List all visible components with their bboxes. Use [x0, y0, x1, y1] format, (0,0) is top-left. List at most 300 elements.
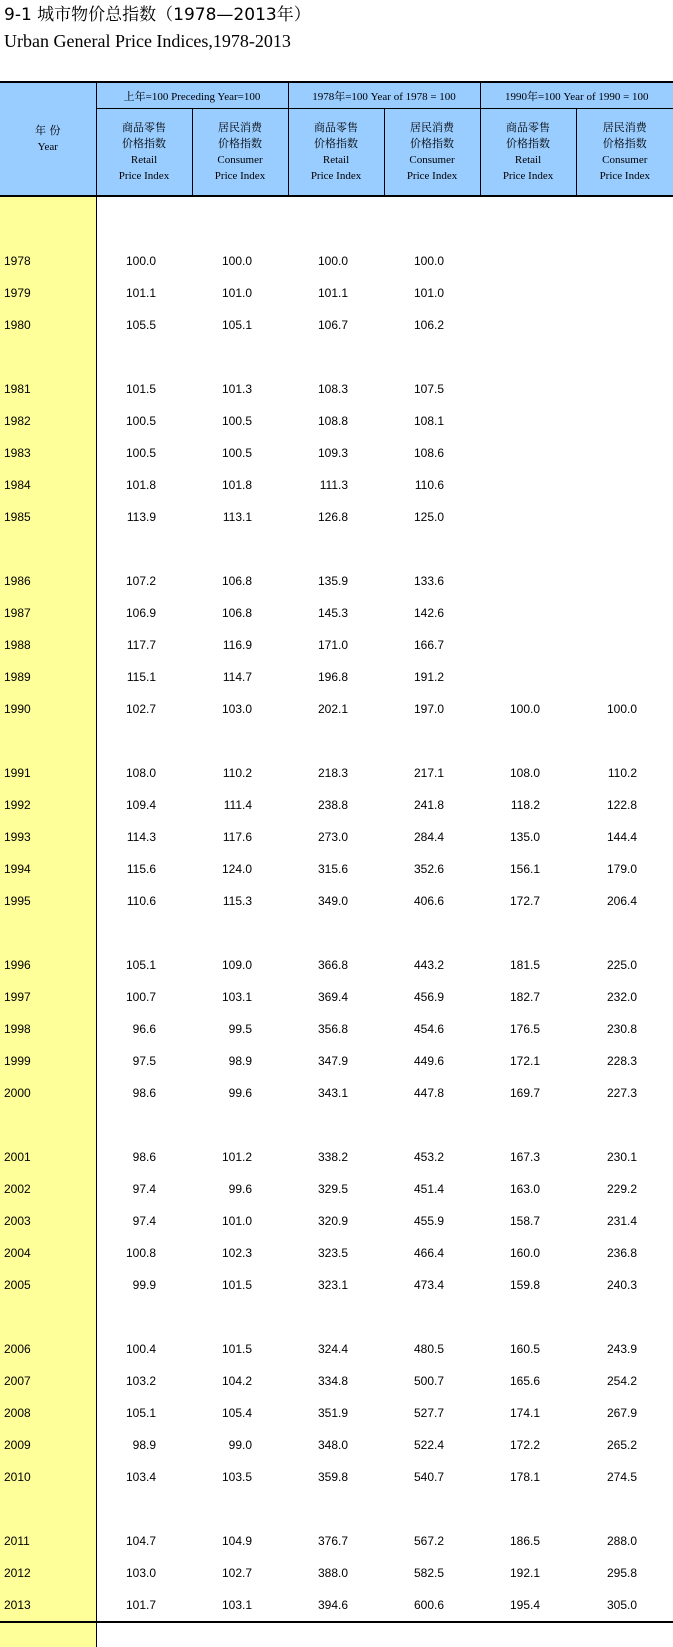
index-value-cell: 172.1: [509, 1054, 541, 1068]
index-value-cell: [480, 405, 576, 437]
index-value-cell: 101.0: [413, 286, 445, 300]
index-value-cell: 349.0: [317, 894, 349, 908]
index-value-cell: 178.1: [509, 1470, 541, 1484]
table-row: [0, 437, 673, 469]
index-value-cell: 111.4: [223, 798, 253, 812]
index-value-cell: 118.2: [510, 798, 541, 812]
index-value-cell: [480, 373, 576, 405]
index-value-cell: 124.0: [221, 862, 253, 876]
year-cell: 2012: [0, 1557, 96, 1589]
table-row: [0, 1269, 673, 1301]
index-value-cell: 100.0: [606, 702, 638, 716]
table-row: [0, 853, 673, 885]
index-value-cell: 97.5: [132, 1054, 156, 1068]
index-value-cell: 366.8: [317, 958, 349, 972]
index-value-cell: 100.0: [125, 254, 156, 268]
index-value-cell: [576, 277, 673, 309]
index-value-cell: [576, 245, 673, 277]
header-retail-price-index: 商品零售 价格指数 Retail Price Index: [480, 109, 576, 197]
year-cell: 2008: [0, 1397, 96, 1429]
header-consumer-price-index: 居民消费 价格指数 Consumer Price Index: [192, 109, 288, 197]
index-value-cell: [480, 437, 576, 469]
index-value-cell: 169.7: [509, 1086, 541, 1100]
index-value-cell: 97.4: [132, 1182, 156, 1196]
index-value-cell: 160.0: [509, 1246, 541, 1260]
table-row: [0, 661, 673, 693]
year-cell: 1984: [0, 469, 96, 501]
header-retail-price-index: 商品零售 价格指数 Retail Price Index: [96, 109, 192, 197]
index-value-cell: 101.0: [221, 1214, 253, 1228]
index-value-cell: 101.5: [221, 1342, 253, 1356]
index-value-cell: 334.8: [317, 1374, 349, 1388]
index-value-cell: 449.6: [413, 1054, 445, 1068]
index-value-cell: 101.1: [125, 286, 156, 300]
year-cell: 1995: [0, 885, 96, 917]
table-body: [0, 196, 673, 1622]
index-value-cell: [576, 501, 673, 533]
header-group-preceding-year: 上年=100 Preceding Year=100: [96, 82, 288, 109]
index-value-cell: 191.2: [413, 670, 445, 684]
index-value-cell: [576, 629, 673, 661]
index-value-cell: 101.5: [221, 1278, 253, 1292]
table-row: [0, 1141, 673, 1173]
index-value-cell: 105.5: [125, 318, 156, 332]
index-value-cell: [576, 661, 673, 693]
group-spacer: [0, 1493, 673, 1525]
index-value-cell: 202.1: [317, 702, 349, 716]
index-value-cell: 125.0: [413, 510, 445, 524]
year-cell: 1985: [0, 501, 96, 533]
index-value-cell: 406.6: [413, 894, 445, 908]
index-value-cell: 172.2: [509, 1438, 541, 1452]
index-value-cell: 101.1: [317, 286, 349, 300]
index-value-cell: 320.9: [317, 1214, 349, 1228]
index-value-cell: 240.3: [606, 1278, 638, 1292]
index-value-cell: 522.4: [413, 1438, 445, 1452]
index-value-cell: 527.7: [413, 1406, 445, 1420]
index-value-cell: 105.1: [221, 318, 253, 332]
index-value-cell: 181.5: [509, 958, 541, 972]
year-cell: 1997: [0, 981, 96, 1013]
index-value-cell: [480, 597, 576, 629]
index-value-cell: 231.4: [606, 1214, 638, 1228]
index-value-cell: 103.5: [221, 1470, 253, 1484]
table-row: [0, 981, 673, 1013]
index-value-cell: 454.6: [413, 1022, 445, 1036]
index-value-cell: 110.6: [414, 478, 445, 492]
index-value-cell: 99.5: [228, 1022, 253, 1036]
index-value-cell: 230.1: [606, 1150, 638, 1164]
index-value-cell: 115.3: [222, 894, 253, 908]
index-value-cell: 600.6: [413, 1598, 445, 1612]
header-consumer-price-index: 居民消费 价格指数 Consumer Price Index: [384, 109, 480, 197]
index-value-cell: 158.7: [509, 1214, 541, 1228]
index-value-cell: 100.4: [125, 1342, 156, 1356]
index-value-cell: 101.5: [125, 382, 156, 396]
table-row: [0, 469, 673, 501]
index-value-cell: 102.7: [221, 1566, 253, 1580]
index-value-cell: 111.3: [319, 478, 349, 492]
table-row: [0, 789, 673, 821]
index-value-cell: 369.4: [317, 990, 349, 1004]
index-value-cell: [576, 373, 673, 405]
table-top-gap: [0, 196, 673, 213]
index-value-cell: 105.1: [125, 1406, 156, 1420]
index-value-cell: 110.2: [222, 766, 253, 780]
index-value-cell: [576, 469, 673, 501]
index-value-cell: 540.7: [413, 1470, 445, 1484]
year-cell: 2001: [0, 1141, 96, 1173]
group-spacer: [0, 725, 673, 757]
index-value-cell: 166.7: [413, 638, 445, 652]
table-row: [0, 885, 673, 917]
index-value-cell: 100.5: [125, 414, 156, 428]
year-cell: 2003: [0, 1205, 96, 1237]
index-value-cell: 104.7: [125, 1534, 156, 1548]
index-value-cell: 145.3: [317, 606, 349, 620]
index-value-cell: [480, 245, 576, 277]
year-cell: 2009: [0, 1429, 96, 1461]
index-value-cell: [480, 565, 576, 597]
index-value-cell: 100.0: [413, 254, 445, 268]
year-cell: 2010: [0, 1461, 96, 1493]
index-value-cell: 106.8: [221, 574, 253, 588]
group-spacer: [0, 1109, 673, 1141]
index-value-cell: 195.4: [509, 1598, 541, 1612]
index-value-cell: 99.9: [132, 1278, 156, 1292]
index-value-cell: 284.4: [413, 830, 445, 844]
index-value-cell: 98.6: [132, 1150, 156, 1164]
header-retail-price-index: 商品零售 价格指数 Retail Price Index: [288, 109, 384, 197]
index-value-cell: 110.2: [607, 766, 638, 780]
index-value-cell: 97.4: [132, 1214, 156, 1228]
index-value-cell: 100.5: [125, 446, 156, 460]
index-value-cell: 101.8: [221, 478, 253, 492]
table-row: [0, 1461, 673, 1493]
table-row: [0, 277, 673, 309]
index-value-cell: 109.4: [125, 798, 156, 812]
index-value-cell: [480, 661, 576, 693]
table-title-en: Urban General Price Indices,1978-2013: [4, 31, 291, 51]
index-value-cell: 101.2: [221, 1150, 253, 1164]
index-value-cell: 117.6: [222, 830, 253, 844]
index-value-cell: 114.3: [126, 830, 156, 844]
index-value-cell: 126.8: [317, 510, 349, 524]
index-value-cell: 113.1: [222, 510, 253, 524]
index-value-cell: 167.3: [509, 1150, 541, 1164]
index-value-cell: 295.8: [606, 1566, 638, 1580]
table-row: [0, 693, 673, 725]
index-value-cell: 182.7: [509, 990, 541, 1004]
index-value-cell: 206.4: [606, 894, 638, 908]
index-value-cell: 103.2: [125, 1374, 156, 1388]
index-value-cell: 456.9: [413, 990, 445, 1004]
index-value-cell: 329.5: [317, 1182, 349, 1196]
index-value-cell: 101.8: [125, 478, 156, 492]
index-value-cell: 122.8: [606, 798, 638, 812]
year-cell: 1988: [0, 629, 96, 661]
index-value-cell: 348.0: [317, 1438, 349, 1452]
index-value-cell: 106.8: [221, 606, 253, 620]
index-value-cell: 359.8: [317, 1470, 349, 1484]
index-value-cell: 466.4: [413, 1246, 445, 1260]
index-value-cell: 254.2: [606, 1374, 638, 1388]
index-value-cell: 108.0: [125, 766, 156, 780]
table-row: [0, 1429, 673, 1461]
year-cell: 2005: [0, 1269, 96, 1301]
index-value-cell: 217.1: [413, 766, 445, 780]
index-value-cell: 500.7: [413, 1374, 445, 1388]
index-value-cell: 567.2: [413, 1534, 445, 1548]
index-value-cell: 105.1: [125, 958, 156, 972]
table-row: [0, 501, 673, 533]
index-value-cell: 229.2: [606, 1182, 638, 1196]
index-value-cell: 186.5: [509, 1534, 541, 1548]
index-value-cell: 110.6: [126, 894, 156, 908]
index-value-cell: 104.9: [221, 1534, 253, 1548]
index-value-cell: 104.2: [221, 1374, 253, 1388]
index-value-cell: 108.0: [509, 766, 541, 780]
index-value-cell: 160.5: [509, 1342, 541, 1356]
table-row: [0, 629, 673, 661]
index-value-cell: 192.1: [509, 1566, 541, 1580]
year-cell: 2011: [0, 1525, 96, 1557]
index-value-cell: 99.0: [228, 1438, 253, 1452]
index-value-cell: 116.9: [222, 638, 253, 652]
index-value-cell: 156.1: [509, 862, 541, 876]
index-value-cell: 101.0: [221, 286, 253, 300]
index-value-cell: 106.7: [317, 318, 349, 332]
index-value-cell: 103.1: [221, 990, 253, 1004]
index-value-cell: 99.6: [228, 1086, 253, 1100]
index-value-cell: 238.8: [317, 798, 349, 812]
year-cell: 1991: [0, 757, 96, 789]
table-row: [0, 405, 673, 437]
index-value-cell: 115.1: [126, 670, 156, 684]
index-value-cell: 394.6: [317, 1598, 349, 1612]
index-value-cell: 323.5: [317, 1246, 349, 1260]
year-cell: 1983: [0, 437, 96, 469]
table-row: [0, 1397, 673, 1429]
year-cell: 1978: [0, 245, 96, 277]
header-consumer-price-index: 居民消费 价格指数 Consumer Price Index: [576, 109, 673, 197]
index-value-cell: 343.1: [317, 1086, 349, 1100]
year-cell: 2002: [0, 1173, 96, 1205]
index-value-cell: 323.1: [317, 1278, 349, 1292]
table-row: [0, 1557, 673, 1589]
index-value-cell: 107.5: [413, 382, 445, 396]
year-cell: 1980: [0, 309, 96, 341]
index-value-cell: 144.4: [606, 830, 638, 844]
year-cell: 1981: [0, 373, 96, 405]
header-group-base-1990: 1990年=100 Year of 1990 = 100: [480, 82, 673, 109]
index-value-cell: 288.0: [606, 1534, 638, 1548]
index-value-cell: 98.9: [132, 1438, 156, 1452]
year-cell: 1993: [0, 821, 96, 853]
index-value-cell: 102.7: [125, 702, 156, 716]
table-row: [0, 1525, 673, 1557]
index-value-cell: 108.3: [317, 382, 349, 396]
table-row: [0, 1013, 673, 1045]
year-cell: 2013: [0, 1589, 96, 1622]
year-cell: 2006: [0, 1333, 96, 1365]
index-value-cell: 99.6: [228, 1182, 253, 1196]
index-value-cell: 480.5: [413, 1342, 445, 1356]
index-value-cell: 106.2: [413, 318, 445, 332]
index-value-cell: 108.1: [413, 414, 445, 428]
year-cell: 1979: [0, 277, 96, 309]
index-value-cell: 453.2: [413, 1150, 445, 1164]
table-row: [0, 597, 673, 629]
index-value-cell: 114.7: [222, 670, 253, 684]
header-year-cn: 年 份: [35, 124, 61, 137]
table-row: [0, 1045, 673, 1077]
index-value-cell: [576, 309, 673, 341]
index-value-cell: 135.0: [509, 830, 541, 844]
index-value-cell: 376.7: [317, 1534, 349, 1548]
index-value-cell: 174.1: [509, 1406, 541, 1420]
index-value-cell: 106.9: [125, 606, 156, 620]
index-value-cell: 273.0: [317, 830, 349, 844]
index-value-cell: 100.5: [221, 446, 253, 460]
index-value-cell: 100.8: [125, 1246, 156, 1260]
index-value-cell: 109.3: [317, 446, 349, 460]
index-value-cell: 228.3: [606, 1054, 638, 1068]
year-cell: 1999: [0, 1045, 96, 1077]
index-value-cell: 451.4: [413, 1182, 445, 1196]
index-value-cell: 108.6: [413, 446, 445, 460]
year-cell: 2000: [0, 1077, 96, 1109]
index-value-cell: 218.3: [317, 766, 349, 780]
group-spacer: [0, 341, 673, 373]
year-cell: 1998: [0, 1013, 96, 1045]
index-value-cell: 133.6: [413, 574, 445, 588]
index-value-cell: 315.6: [317, 862, 349, 876]
index-value-cell: 100.0: [509, 702, 541, 716]
table-row: [0, 1589, 673, 1622]
index-value-cell: 356.8: [317, 1022, 349, 1036]
year-cell: 1987: [0, 597, 96, 629]
index-value-cell: 351.9: [317, 1406, 349, 1420]
year-cell: 1986: [0, 565, 96, 597]
index-value-cell: [576, 405, 673, 437]
index-value-cell: 241.8: [413, 798, 445, 812]
index-value-cell: 236.8: [606, 1246, 638, 1260]
index-value-cell: [576, 565, 673, 597]
index-value-cell: 447.8: [413, 1086, 445, 1100]
index-value-cell: 115.6: [126, 862, 156, 876]
index-value-cell: 197.0: [413, 702, 445, 716]
index-value-cell: [480, 501, 576, 533]
index-value-cell: 165.6: [509, 1374, 541, 1388]
index-value-cell: 171.0: [317, 638, 349, 652]
index-value-cell: 338.2: [317, 1150, 349, 1164]
table-row: [0, 1173, 673, 1205]
index-value-cell: 225.0: [606, 958, 638, 972]
table-row: [0, 821, 673, 853]
index-value-cell: 98.9: [228, 1054, 253, 1068]
group-spacer: [0, 917, 673, 949]
index-value-cell: 100.0: [317, 254, 349, 268]
index-value-cell: [480, 277, 576, 309]
index-value-cell: 230.8: [606, 1022, 638, 1036]
index-value-cell: 103.1: [221, 1598, 253, 1612]
group-spacer: [0, 1301, 673, 1333]
index-value-cell: 232.0: [606, 990, 638, 1004]
index-value-cell: [480, 309, 576, 341]
table-row: [0, 1365, 673, 1397]
year-cell: 1982: [0, 405, 96, 437]
index-value-cell: 265.2: [606, 1438, 638, 1452]
index-value-cell: 101.7: [125, 1598, 156, 1612]
index-value-cell: 100.7: [125, 990, 156, 1004]
index-value-cell: 347.9: [317, 1054, 349, 1068]
year-cell: 2007: [0, 1365, 96, 1397]
index-value-cell: 159.8: [509, 1278, 541, 1292]
index-value-cell: 473.4: [413, 1278, 445, 1292]
index-value-cell: [576, 437, 673, 469]
index-value-cell: 176.5: [509, 1022, 541, 1036]
index-value-cell: 274.5: [606, 1470, 638, 1484]
price-index-table: [0, 81, 673, 1647]
index-value-cell: 105.4: [221, 1406, 253, 1420]
index-value-cell: 243.9: [606, 1342, 638, 1356]
index-value-cell: 142.6: [413, 606, 445, 620]
index-value-cell: 267.9: [606, 1406, 638, 1420]
header-year: [0, 82, 96, 196]
table-footer: [0, 1622, 673, 1647]
header-group-base-1978: 1978年=100 Year of 1978 = 100: [288, 82, 480, 109]
index-value-cell: 100.5: [221, 414, 253, 428]
index-value-cell: 179.0: [606, 862, 638, 876]
table-row: [0, 565, 673, 597]
header-year-en: Year: [37, 141, 58, 153]
year-cell: 2004: [0, 1237, 96, 1269]
group-spacer: [0, 533, 673, 565]
index-value-cell: 196.8: [317, 670, 349, 684]
table-row: [0, 1077, 673, 1109]
index-value-cell: 163.0: [509, 1182, 541, 1196]
index-value-cell: [576, 597, 673, 629]
table-row: [0, 245, 673, 277]
table-row: [0, 1333, 673, 1365]
index-value-cell: 172.7: [509, 894, 541, 908]
index-value-cell: 443.2: [413, 958, 445, 972]
index-value-cell: [480, 469, 576, 501]
table-title-cn: 9-1 城市物价总指数（1978—2013年）: [4, 5, 311, 25]
index-value-cell: 227.3: [606, 1086, 638, 1100]
table-row: [0, 949, 673, 981]
index-value-cell: 98.6: [132, 1086, 156, 1100]
index-value-cell: 103.4: [125, 1470, 156, 1484]
index-value-cell: 305.0: [606, 1598, 638, 1612]
index-value-cell: 135.9: [317, 574, 349, 588]
year-cell: 1992: [0, 789, 96, 821]
index-value-cell: 101.3: [221, 382, 253, 396]
index-value-cell: 324.4: [317, 1342, 349, 1356]
year-cell: 1990: [0, 693, 96, 725]
index-value-cell: 352.6: [413, 862, 445, 876]
table-row: [0, 309, 673, 341]
table-row: [0, 1237, 673, 1269]
year-cell: 1989: [0, 661, 96, 693]
index-value-cell: 100.0: [221, 254, 253, 268]
index-value-cell: 113.9: [126, 510, 156, 524]
index-value-cell: 102.3: [221, 1246, 253, 1260]
table-row: [0, 757, 673, 789]
index-value-cell: 96.6: [132, 1022, 156, 1036]
group-spacer: [0, 213, 673, 245]
